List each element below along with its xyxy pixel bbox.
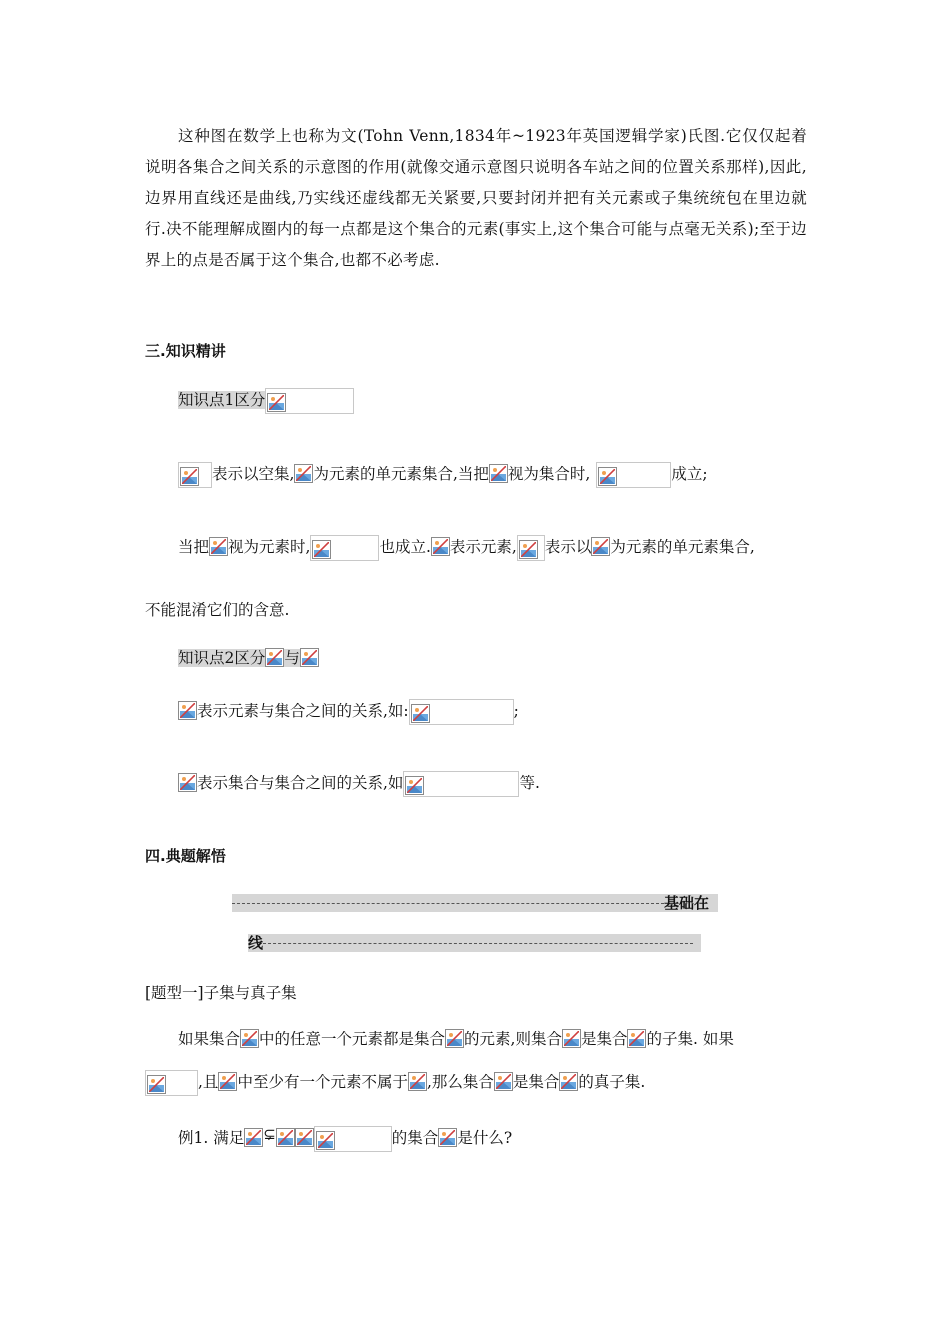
formula-box bbox=[178, 462, 212, 488]
separator-bar-top bbox=[232, 894, 718, 912]
intro-paragraph: 这种图在数学上也称为文(Tohn Venn,1834年~1923年英国逻辑学家)氏图.它仅仅起着说明各集合之间关系的示意图的作用(就像交通示意图只说明各车站之间的位置关系那样),因此,边界用直线还是曲线,乃实线还虚线都无关紧要,只要封闭并把有关元素或子集统统包在里边就行.决不能理解成圈内的每一点都是这个集合的元素(事实上,这个集合可能与点毫无关系);至于边界上的点是否属于这个集合,也都不必考虑. bbox=[145, 127, 807, 269]
broken-image-icon bbox=[316, 1131, 335, 1150]
text-segment: 是什么? bbox=[457, 1129, 513, 1147]
text-segment: ; bbox=[513, 702, 519, 720]
text-segment: 例1. 满足 bbox=[178, 1129, 245, 1147]
text-segment: 中至少有一个元素不属于 bbox=[237, 1073, 408, 1091]
broken-image-icon bbox=[244, 1128, 263, 1147]
dashed-rule bbox=[232, 903, 664, 904]
text-segment: 的子集. 如果 bbox=[646, 1030, 734, 1048]
formula-box bbox=[403, 771, 519, 797]
broken-image-icon bbox=[240, 1029, 259, 1048]
formula-box bbox=[265, 388, 354, 414]
point1-label: 知识点1区分 bbox=[178, 391, 266, 409]
point1-line-2 bbox=[178, 534, 755, 561]
text-segment: 表示以空集, bbox=[212, 465, 295, 483]
formula-box bbox=[409, 699, 514, 725]
broken-image-icon bbox=[494, 1072, 513, 1091]
broken-image-icon bbox=[276, 1128, 295, 1147]
point1-line-3: 不能混淆它们的含意. bbox=[145, 601, 290, 619]
broken-image-icon bbox=[300, 648, 319, 667]
text-segment: 与 bbox=[284, 649, 300, 667]
formula-box bbox=[314, 1126, 392, 1152]
type1-label: [题型一]子集与真子集 bbox=[145, 984, 297, 1002]
separator-bar-bottom bbox=[248, 934, 701, 952]
point2-line-2 bbox=[178, 770, 540, 797]
broken-image-icon bbox=[312, 540, 331, 559]
proper-subset-symbol: ⊊ bbox=[263, 1125, 276, 1143]
text-segment: 成立; bbox=[671, 465, 708, 483]
broken-image-icon bbox=[147, 1075, 166, 1094]
definition-line-1 bbox=[178, 1026, 734, 1052]
broken-image-icon bbox=[294, 464, 313, 483]
broken-image-icon bbox=[265, 648, 284, 667]
text-segment: 中的任意一个元素都是集合 bbox=[259, 1030, 446, 1048]
text-segment: 视为集合时, bbox=[507, 465, 591, 483]
text-segment: 的真子集. bbox=[578, 1073, 646, 1091]
point2-line-1 bbox=[178, 698, 519, 725]
broken-image-icon bbox=[209, 537, 228, 556]
text-segment: 表示元素与集合之间的关系,如: bbox=[197, 702, 409, 720]
broken-image-icon bbox=[218, 1072, 237, 1091]
formula-box bbox=[310, 535, 379, 561]
formula-box bbox=[517, 535, 545, 561]
separator-text: 基础在 bbox=[664, 894, 710, 912]
text-segment: 视为元素时, bbox=[228, 538, 311, 556]
broken-image-icon bbox=[598, 467, 617, 486]
point2-heading-line bbox=[178, 645, 319, 671]
broken-image-icon bbox=[591, 537, 610, 556]
section-heading-examples: 四.典题解悟 bbox=[145, 847, 226, 865]
separator-text: 线 bbox=[248, 934, 264, 952]
broken-image-icon bbox=[559, 1072, 578, 1091]
text-segment: 表示以 bbox=[544, 538, 592, 556]
broken-image-icon bbox=[562, 1029, 581, 1048]
text-segment: ,且 bbox=[198, 1073, 219, 1091]
broken-image-icon bbox=[411, 704, 430, 723]
broken-image-icon bbox=[178, 701, 197, 720]
text-segment: 的集合 bbox=[391, 1129, 439, 1147]
text-segment: 表示元素, bbox=[449, 538, 517, 556]
broken-image-icon bbox=[408, 1072, 427, 1091]
text-segment: 的元素,则集合 bbox=[464, 1030, 562, 1048]
text-segment: 是集合 bbox=[512, 1073, 560, 1091]
broken-image-icon bbox=[519, 540, 538, 559]
text-segment: 等. bbox=[519, 774, 540, 792]
text-segment: 当把 bbox=[178, 538, 210, 556]
definition-line-2 bbox=[145, 1069, 645, 1096]
text-segment: 为元素的单元素集合,当把 bbox=[313, 465, 489, 483]
point2-label: 知识点2区分 bbox=[178, 649, 266, 667]
text-segment: 是集合 bbox=[580, 1030, 628, 1048]
section-heading-knowledge: 三.知识精讲 bbox=[145, 342, 226, 360]
broken-image-icon bbox=[180, 467, 199, 486]
text-segment: ,那么集合 bbox=[426, 1073, 494, 1091]
point1-heading-line bbox=[178, 387, 354, 414]
broken-image-icon bbox=[431, 537, 450, 556]
broken-image-icon bbox=[489, 464, 508, 483]
formula-box bbox=[145, 1070, 198, 1096]
example-1-line bbox=[178, 1121, 512, 1152]
formula-box bbox=[596, 462, 671, 488]
text-segment: 如果集合 bbox=[178, 1030, 241, 1048]
broken-image-icon bbox=[178, 773, 197, 792]
broken-image-icon bbox=[438, 1128, 457, 1147]
broken-image-icon bbox=[267, 393, 286, 412]
broken-image-icon bbox=[445, 1029, 464, 1048]
dashed-rule bbox=[263, 943, 693, 944]
text-segment: 表示集合与集合之间的关系,如 bbox=[197, 774, 404, 792]
text-segment: 为元素的单元素集合, bbox=[610, 538, 755, 556]
text-segment: 也成立. bbox=[379, 538, 431, 556]
point1-line-1 bbox=[178, 461, 708, 488]
broken-image-icon bbox=[405, 776, 424, 795]
broken-image-icon bbox=[295, 1128, 314, 1147]
broken-image-icon bbox=[627, 1029, 646, 1048]
